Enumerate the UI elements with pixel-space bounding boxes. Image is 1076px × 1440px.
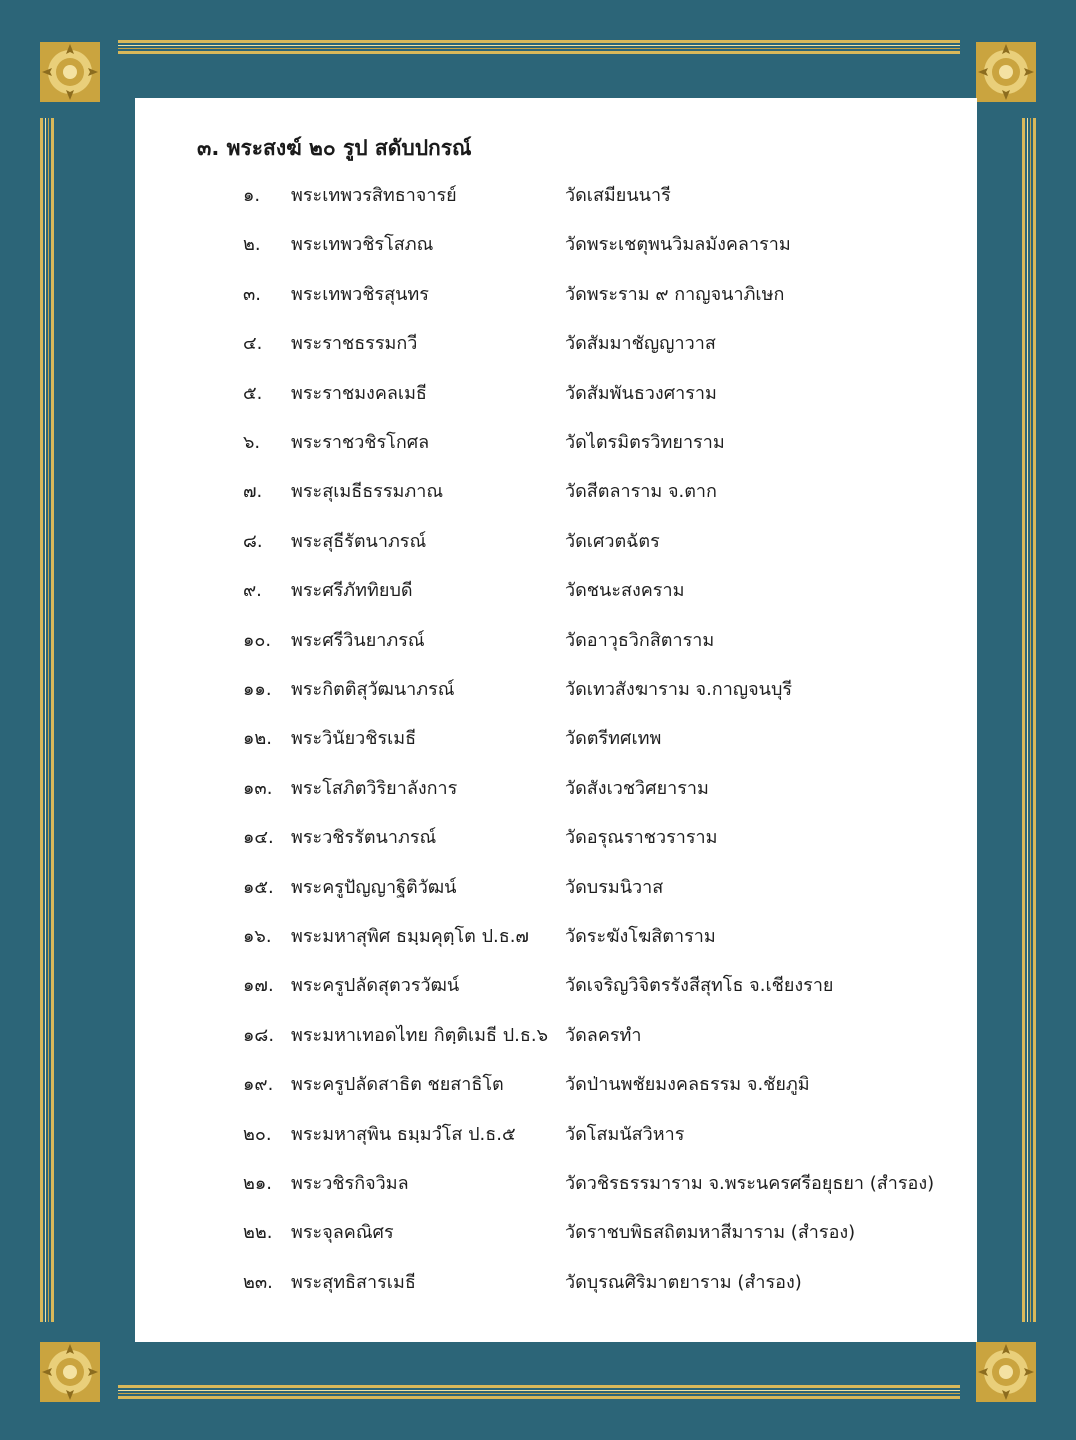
temple-name: วัดเจริญวิจิตรรังสีสุทโธ จ.เชียงราย bbox=[565, 975, 834, 997]
item-number: ๒๒. bbox=[243, 1222, 273, 1244]
monk-name: พระราชมงคลเมธี bbox=[291, 382, 427, 404]
temple-name: วัดสัมมาชัญญาวาส bbox=[565, 333, 716, 355]
temple-name: วัดลครทำ bbox=[565, 1024, 642, 1046]
temple-name: วัดเสมียนนารี bbox=[565, 185, 671, 206]
list-item bbox=[135, 378, 977, 408]
item-number: ๒๓. bbox=[243, 1271, 273, 1293]
temple-name: วัดพระเชตุพนวิมลมังคลาราม bbox=[565, 234, 791, 256]
monk-name: พระราชวชิรโกศล bbox=[291, 432, 430, 453]
monk-name: พระศรีวินยาภรณ์ bbox=[291, 629, 425, 651]
temple-name: วัดสัมพันธวงศาราม bbox=[565, 382, 717, 404]
item-number: ๗. bbox=[243, 481, 263, 503]
list-item bbox=[135, 674, 977, 704]
item-number: ๒. bbox=[243, 234, 261, 256]
temple-name: วัดไตรมิตรวิทยาราม bbox=[565, 432, 725, 453]
temple-name: วัดระฆังโฆสิตาราม bbox=[565, 926, 716, 947]
item-number: ๑๑. bbox=[243, 679, 272, 700]
list-item bbox=[135, 921, 977, 951]
monk-name: พระศรีภัททิยบดี bbox=[291, 580, 413, 602]
list-item bbox=[135, 1267, 977, 1297]
temple-name: วัดเศวตฉัตร bbox=[565, 530, 660, 552]
temple-name: วัดอาวุธวิกสิตาราม bbox=[565, 629, 715, 651]
bottom-left-ornament-icon bbox=[38, 1340, 102, 1404]
monk-name: พระวินัยวชิรเมธี bbox=[291, 728, 417, 750]
list-item bbox=[135, 180, 977, 210]
item-number: ๒๑. bbox=[243, 1173, 273, 1194]
bottom-gold-border bbox=[118, 1385, 960, 1399]
list-item bbox=[135, 328, 977, 358]
list-item bbox=[135, 723, 977, 753]
temple-name: วัดโสมนัสวิหาร bbox=[565, 1123, 685, 1145]
monk-name: พระเทพวชิรสุนทร bbox=[291, 283, 429, 305]
list-item bbox=[135, 1069, 977, 1099]
monk-name: พระวชิรกิจวิมล bbox=[291, 1173, 409, 1194]
list-item bbox=[135, 526, 977, 556]
item-number: ๑๔. bbox=[243, 827, 274, 849]
list-item bbox=[135, 427, 977, 457]
item-number: ๑๓. bbox=[243, 777, 273, 799]
section-heading: ๓. พระสงฆ์ ๒๐ รูป สดับปกรณ์ bbox=[197, 136, 472, 160]
item-number: ๘. bbox=[243, 530, 263, 552]
temple-name: วัดป่านพชัยมงคลธรรม จ.ชัยภูมิ bbox=[565, 1074, 810, 1096]
monk-name: พระครูปลัดสุตวรวัฒน์ bbox=[291, 975, 460, 997]
monk-name: พระสุเมธีธรรมภาณ bbox=[291, 481, 444, 503]
monk-name: พระเทพวชิรโสภณ bbox=[291, 234, 434, 256]
item-number: ๑๙. bbox=[243, 1074, 274, 1096]
monk-name: พระสุธีรัตนาภรณ์ bbox=[291, 530, 427, 552]
list-item bbox=[135, 229, 977, 259]
monk-name: พระมหาสุพิน ธมฺมวํโส ป.ธ.๕ bbox=[291, 1123, 516, 1145]
list-item bbox=[135, 1119, 977, 1149]
list-item bbox=[135, 970, 977, 1000]
list-item bbox=[135, 1217, 977, 1247]
right-gold-border bbox=[1022, 118, 1036, 1322]
item-number: ๖. bbox=[243, 432, 261, 453]
bottom-right-ornament-icon bbox=[974, 1340, 1038, 1404]
list-item bbox=[135, 476, 977, 506]
list-item bbox=[135, 1168, 977, 1198]
list-item bbox=[135, 773, 977, 803]
top-right-ornament-icon bbox=[974, 40, 1038, 104]
temple-name: วัดตรีทศเทพ bbox=[565, 728, 662, 750]
temple-name: วัดสีตลาราม จ.ตาก bbox=[565, 481, 717, 503]
item-number: ๑๒. bbox=[243, 728, 273, 750]
list-item bbox=[135, 625, 977, 655]
item-number: ๕. bbox=[243, 382, 263, 404]
item-number: ๑๐. bbox=[243, 629, 272, 651]
top-left-ornament-icon bbox=[38, 40, 102, 104]
monk-name: พระวชิรรัตนาภรณ์ bbox=[291, 827, 437, 849]
monk-name: พระเทพวรสิทธาจารย์ bbox=[291, 185, 457, 206]
document-sheet bbox=[135, 98, 977, 1342]
temple-name: วัดชนะสงคราม bbox=[565, 580, 685, 602]
item-number: ๑๖. bbox=[243, 926, 272, 947]
item-number: ๑๘. bbox=[243, 1024, 275, 1046]
monk-name: พระจุลคณิศร bbox=[291, 1222, 394, 1244]
temple-name: วัดบรมนิวาส bbox=[565, 876, 664, 898]
monk-name: พระกิตติสุวัฒนาภรณ์ bbox=[291, 679, 455, 700]
item-number: ๔. bbox=[243, 333, 263, 355]
monk-name: พระมหาสุพิศ ธมฺมคุตฺโต ป.ธ.๗ bbox=[291, 926, 529, 947]
monk-name: พระสุทธิสารเมธี bbox=[291, 1271, 416, 1293]
list-item bbox=[135, 279, 977, 309]
item-number: ๑. bbox=[243, 185, 261, 206]
temple-name: วัดอรุณราชวราราม bbox=[565, 827, 718, 849]
left-gold-border bbox=[40, 118, 54, 1322]
item-number: ๑๕. bbox=[243, 876, 274, 898]
monk-name: พระมหาเทอดไทย กิตฺติเมธี ป.ธ.๖ bbox=[291, 1024, 549, 1046]
temple-name: วัดพระราม ๙ กาญจนาภิเษก bbox=[565, 283, 785, 305]
list-item bbox=[135, 872, 977, 902]
item-number: ๙. bbox=[243, 580, 262, 602]
monk-name: พระครูปัญญาฐิติวัฒน์ bbox=[291, 876, 457, 898]
temple-name: วัดบุรณศิริมาตยาราม (สำรอง) bbox=[565, 1271, 802, 1293]
top-gold-border bbox=[118, 40, 960, 54]
monk-name: พระโสภิตวิริยาลังการ bbox=[291, 777, 458, 799]
list-item bbox=[135, 575, 977, 605]
temple-name: วัดราชบพิธสถิตมหาสีมาราม (สำรอง) bbox=[565, 1222, 856, 1244]
monk-name: พระครูปลัดสาธิต ชยสาธิโต bbox=[291, 1074, 504, 1096]
item-number: ๓. bbox=[243, 283, 262, 305]
item-number: ๑๗. bbox=[243, 975, 274, 997]
monk-name: พระราชธรรมกวี bbox=[291, 333, 418, 355]
item-number: ๒๐. bbox=[243, 1123, 272, 1145]
temple-name: วัดวชิรธรรมาราม จ.พระนครศรีอยุธยา (สำรอง) bbox=[565, 1173, 935, 1194]
list-item bbox=[135, 1020, 977, 1050]
temple-name: วัดสังเวชวิศยาราม bbox=[565, 777, 709, 799]
temple-name: วัดเทวสังฆาราม จ.กาญจนบุรี bbox=[565, 679, 793, 700]
list-item bbox=[135, 822, 977, 852]
